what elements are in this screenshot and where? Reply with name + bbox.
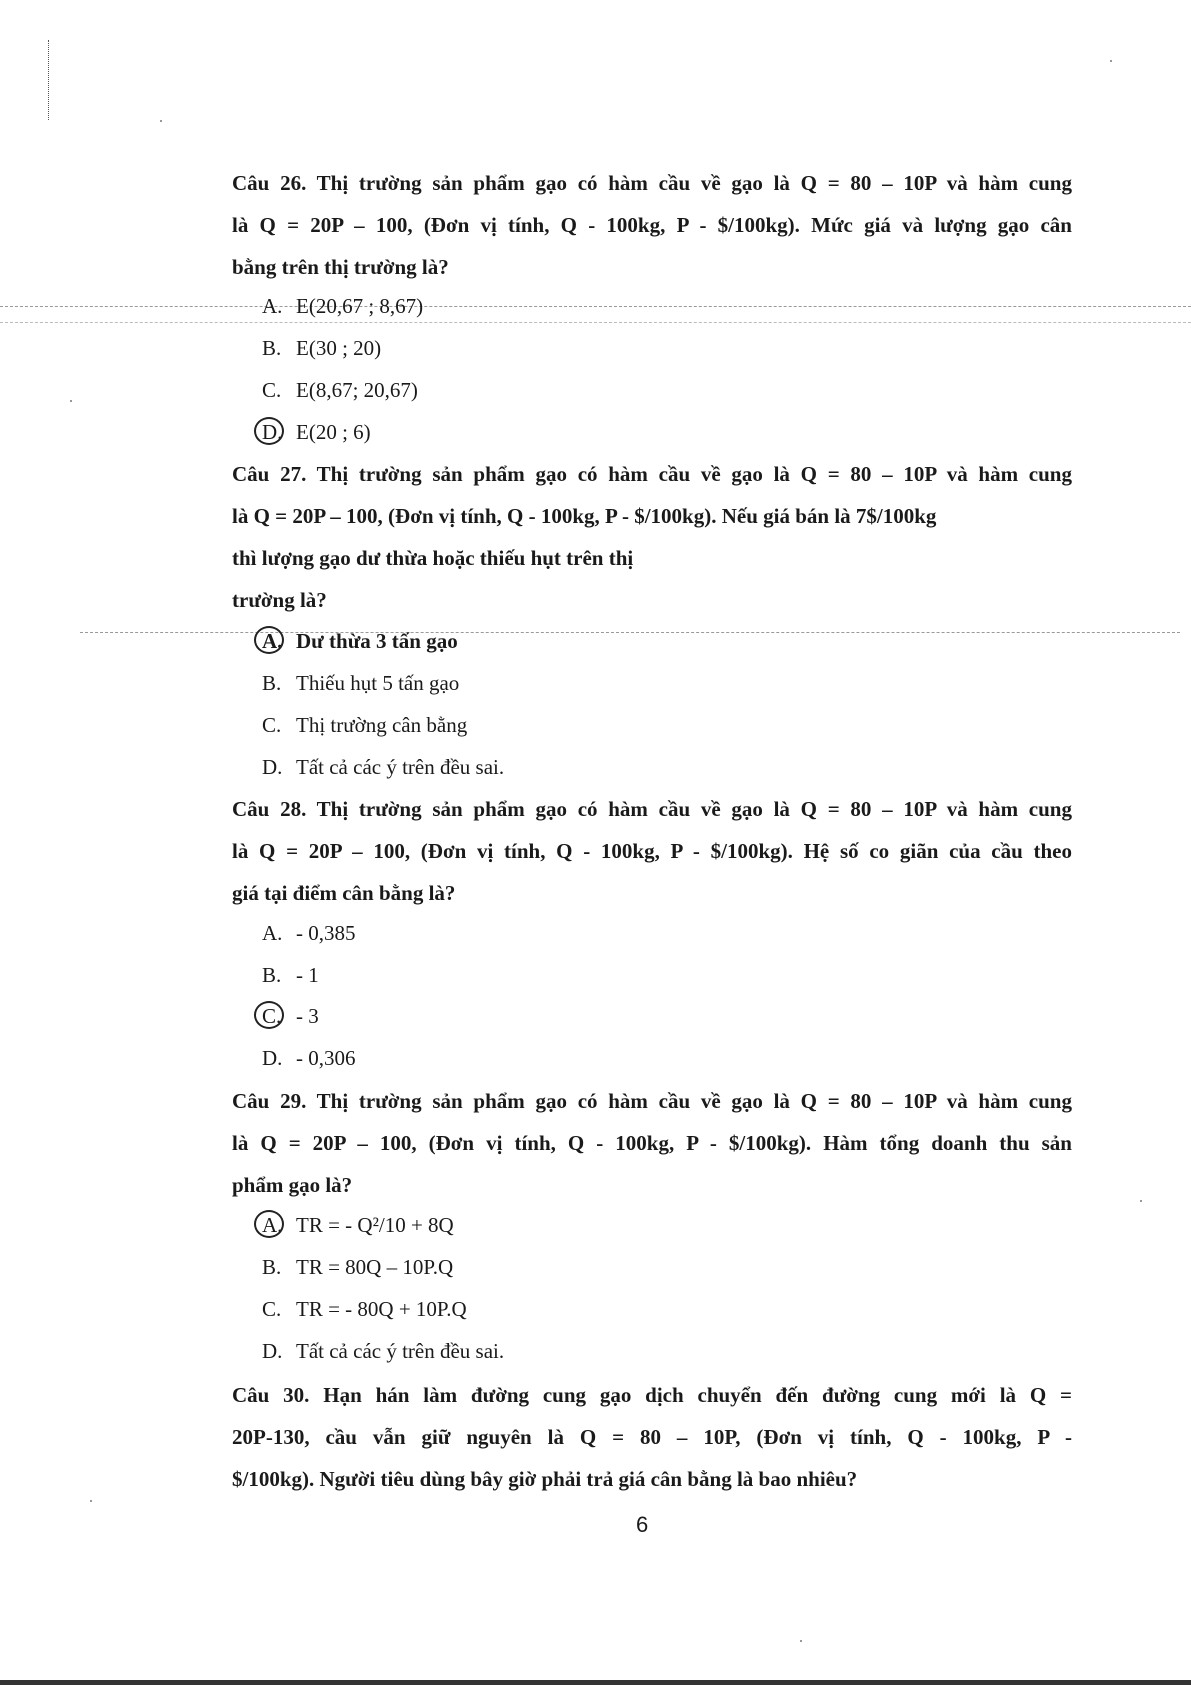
scan-artifact-line	[0, 322, 1191, 324]
option-letter: C.	[262, 995, 296, 1037]
option-letter: D.	[262, 755, 283, 779]
option-text: E(20 ; 6)	[296, 420, 371, 444]
answer-circle-mark	[254, 1001, 284, 1029]
option-text: - 0,306	[296, 1046, 356, 1070]
option-letter: A.	[262, 921, 283, 945]
q28-option-d	[262, 1037, 356, 1079]
question-line: là Q = 20P – 100, (Đơn vị tính, Q - 100kg, P - $/100kg). Mức giá và lượng gạo cân	[232, 213, 1072, 237]
question-line: phẩm gạo là?	[232, 1173, 353, 1197]
q26-option-b	[262, 327, 381, 369]
scan-speck	[90, 1500, 92, 1502]
question-30-stem	[232, 1374, 1072, 1500]
q28-option-a	[262, 912, 356, 954]
question-line: là Q = 20P – 100, (Đơn vị tính, Q - 100kg, P - $/100kg). Hàm tổng doanh thu sản	[232, 1131, 1072, 1155]
answer-circle-mark	[254, 1210, 284, 1238]
option-text: TR = 80Q – 10P.Q	[296, 1255, 454, 1279]
option-text: Tất cả các ý trên đều sai.	[296, 755, 505, 779]
option-text: E(8,67; 20,67)	[296, 378, 418, 402]
question-line: Câu 27. Thị trường sản phẩm gạo có hàm cầu về gạo là Q = 80 – 10P và hàm cung	[232, 462, 1072, 486]
question-line: trường là?	[232, 588, 327, 612]
option-letter: D.	[262, 1339, 283, 1363]
option-letter: C.	[262, 1297, 282, 1321]
question-line: giá tại điểm cân bằng là?	[232, 881, 456, 905]
q27-option-b	[262, 662, 459, 704]
q27-option-a	[262, 620, 458, 662]
question-26-stem	[232, 162, 1072, 288]
option-letter: C.	[262, 713, 282, 737]
option-letter: B.	[262, 336, 282, 360]
q29-option-d	[262, 1330, 504, 1372]
scan-margin-mark	[48, 40, 50, 120]
option-text: Dư thừa 3 tấn gạo	[296, 629, 458, 653]
option-letter: C.	[262, 378, 282, 402]
option-letter: B.	[262, 1255, 282, 1279]
question-line: là Q = 20P – 100, (Đơn vị tính, Q - 100kg, P - $/100kg). Hệ số co giãn của cầu theo	[232, 839, 1072, 863]
option-text: E(30 ; 20)	[296, 336, 382, 360]
option-text: Thị trường cân bằng	[296, 713, 468, 737]
option-letter: D.	[262, 1046, 283, 1070]
option-text: - 0,385	[296, 921, 356, 945]
q28-option-b	[262, 954, 319, 996]
question-27-stem	[232, 453, 1072, 621]
q26-option-a	[262, 285, 423, 327]
option-letter: A.	[262, 1204, 296, 1246]
answer-circle-mark	[254, 626, 284, 654]
scan-speck	[1140, 1200, 1142, 1202]
question-line: Câu 29. Thị trường sản phẩm gạo có hàm cầu về gạo là Q = 80 – 10P và hàm cung	[232, 1089, 1072, 1113]
option-letter: B.	[262, 671, 282, 695]
scan-speck	[70, 400, 72, 402]
q27-option-d	[262, 746, 504, 788]
option-letter: D.	[262, 411, 296, 453]
option-text: - 3	[296, 1004, 319, 1028]
option-letter: B.	[262, 963, 282, 987]
question-line: bằng trên thị trường là?	[232, 255, 449, 279]
option-text: - 1	[296, 963, 319, 987]
option-text: TR = - 80Q + 10P.Q	[296, 1297, 467, 1321]
q28-option-c	[262, 995, 319, 1037]
q27-option-c	[262, 704, 467, 746]
scan-speck	[160, 120, 162, 122]
question-29-stem	[232, 1080, 1072, 1206]
answer-circle-mark	[254, 417, 284, 445]
question-line: 20P-130, cầu vẫn giữ nguyên là Q = 80 – 10P, (Đơn vị tính, Q - 100kg, P -	[232, 1425, 1072, 1449]
question-line: là Q = 20P – 100, (Đơn vị tính, Q - 100kg, P - $/100kg). Nếu giá bán là 7$/100kg	[232, 504, 937, 528]
question-28-stem	[232, 788, 1072, 914]
option-text: Tất cả các ý trên đều sai.	[296, 1339, 505, 1363]
scan-bottom-edge	[0, 1680, 1191, 1685]
option-text: Thiếu hụt 5 tấn gạo	[296, 671, 460, 695]
question-line: Câu 26. Thị trường sản phẩm gạo có hàm cầu về gạo là Q = 80 – 10P và hàm cung	[232, 171, 1072, 195]
q26-option-c	[262, 369, 418, 411]
option-letter: A.	[262, 294, 283, 318]
q29-option-c	[262, 1288, 467, 1330]
question-line: thì lượng gạo dư thừa hoặc thiếu hụt trên thị	[232, 546, 634, 570]
question-line: Câu 28. Thị trường sản phẩm gạo có hàm cầu về gạo là Q = 80 – 10P và hàm cung	[232, 797, 1072, 821]
option-letter: A.	[262, 620, 296, 662]
q29-option-b	[262, 1246, 453, 1288]
scan-artifact-line	[0, 306, 1191, 308]
scan-speck	[1110, 60, 1112, 62]
scan-speck	[800, 1640, 802, 1642]
question-line: Câu 30. Hạn hán làm đường cung gạo dịch chuyển đến đường cung mới là Q =	[232, 1383, 1072, 1407]
q26-option-d	[262, 411, 371, 453]
page-number: 6	[636, 1512, 649, 1537]
option-text: E(20,67 ; 8,67)	[296, 294, 424, 318]
scan-artifact-line	[80, 632, 1180, 634]
question-line: $/100kg). Người tiêu dùng bây giờ phải trả giá cân bằng là bao nhiêu?	[232, 1467, 858, 1491]
q29-option-a	[262, 1204, 454, 1246]
option-text: TR = - Q²/10 + 8Q	[296, 1213, 454, 1237]
